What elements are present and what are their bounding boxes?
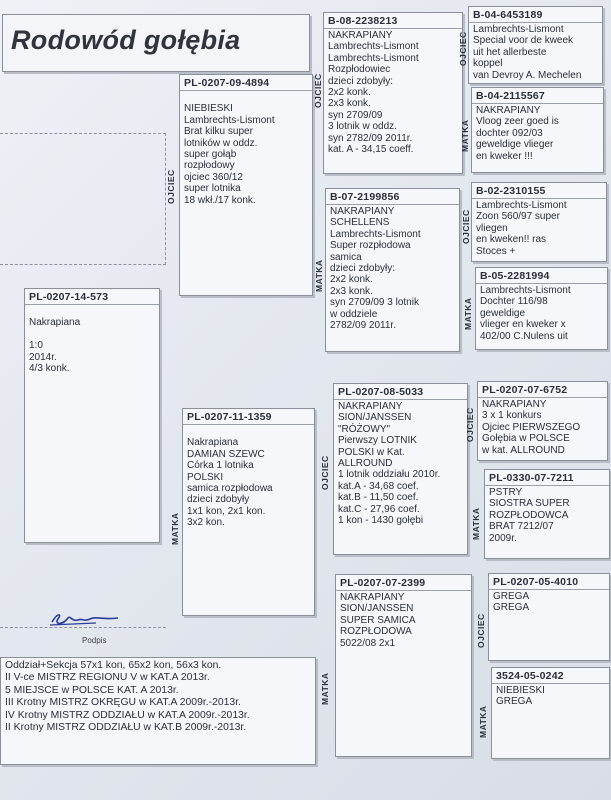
text-line: geweldige vlieger xyxy=(476,139,554,151)
text-line: 1 lotnik oddziału 2010r. xyxy=(338,469,441,481)
text-line: samica xyxy=(330,251,362,263)
text-line: syn 2709/09 3 lotnik xyxy=(330,297,419,309)
text-line: super lotnika xyxy=(184,183,241,195)
text-line: NAKRAPIANY xyxy=(482,399,547,410)
text-line: ojciec 360/12 xyxy=(184,171,243,183)
ff-card xyxy=(323,12,463,174)
mmf-ring: PL-0207-05-4010 xyxy=(489,574,609,590)
text-line: Stoces + xyxy=(476,245,516,257)
mfm-label: MATKA xyxy=(471,507,481,540)
text-line: 2x3 konk. xyxy=(328,98,371,110)
mmf-label: OJCIEC xyxy=(476,613,486,648)
text-line: Lambrechts-Lismont xyxy=(328,41,419,53)
fm-lines xyxy=(326,205,459,332)
text-line: NIEBIESKI xyxy=(496,685,545,696)
mfm-lines xyxy=(485,486,609,545)
ffm-card xyxy=(471,87,604,173)
subject-card xyxy=(24,288,160,543)
text-line: 2x2 konk. xyxy=(330,274,373,286)
father-ring: PL-0207-09-4894 xyxy=(180,75,312,91)
ffm-ring: B-04-2115567 xyxy=(472,88,603,104)
text-line: II V-ce MISTRZ REGIONU V w KAT.A 2013r. xyxy=(5,672,210,684)
text-line: Gołębia w POLSCE xyxy=(482,433,570,445)
mmf-card xyxy=(488,573,610,661)
fm-label: MATKA xyxy=(314,259,324,292)
mff-ring: PL-0207-07-6752 xyxy=(478,382,607,398)
fmm-ring: B-05-2281994 xyxy=(476,268,607,284)
text-line: NAKRAPIANY xyxy=(338,401,403,412)
text-line: 18 wkł./17 konk. xyxy=(184,194,256,206)
text-line: 2782/09 2011r. xyxy=(330,320,396,332)
fff-label: OJCIEC xyxy=(458,31,468,66)
subject-ring: PL-0207-14-573 xyxy=(25,289,159,305)
text-line: 402/00 C.Nulens uit xyxy=(480,330,568,342)
mff-card xyxy=(477,381,608,461)
fmf-lines xyxy=(472,199,606,258)
text-line xyxy=(29,329,155,340)
text-line: vlieger en kweker x xyxy=(480,319,566,331)
text-line: dzieci zdobyły: xyxy=(330,263,396,275)
fmm-label: MATKA xyxy=(463,297,473,330)
mmm-ring: 3524-05-0242 xyxy=(492,668,609,684)
text-line: Dochter 116/98 xyxy=(480,296,548,308)
fff-ring: B-04-6453189 xyxy=(469,7,602,23)
text-line: Nakrapiana xyxy=(29,317,81,329)
text-line: dzieci zdobyły xyxy=(187,494,250,506)
text-line: DAMIAN SZEWC xyxy=(187,448,265,460)
text-line: en kweken!! ras xyxy=(476,234,547,246)
text-line: NAKRAPIANY xyxy=(328,30,393,41)
text-line: van Devroy A. Mechelen xyxy=(473,69,582,81)
text-line: w oddziele xyxy=(330,308,378,320)
text-line: 2014r. xyxy=(29,351,57,363)
text-line: IV Krotny MISTRZ ODDZIAŁU w KAT.A 2009r.-2013r. xyxy=(5,709,250,721)
text-line: Lambrechts-Lismont xyxy=(328,52,419,64)
text-line: 1 kon - 1430 gołębi xyxy=(338,515,424,527)
text-line: 2x3 konk. xyxy=(330,285,373,297)
mff-label: OJCIEC xyxy=(465,407,475,442)
text-line: Nakrapiana xyxy=(187,437,239,449)
text-line: Special voor de kweek xyxy=(473,35,574,47)
text-line: vliegen xyxy=(476,222,508,234)
text-line: Brat kilku super xyxy=(184,126,253,138)
text-line: samica rozpłodowa xyxy=(187,483,273,495)
mf-ring: PL-0207-08-5033 xyxy=(334,384,467,400)
text-line xyxy=(184,92,308,103)
text-line: 3 lotnik w oddz. xyxy=(328,121,397,133)
mm-lines xyxy=(336,591,471,650)
text-line: Córka 1 lotnika xyxy=(187,460,254,472)
text-line: Pierwszy LOTNIK xyxy=(338,435,417,447)
text-line: PSTRY xyxy=(489,487,523,498)
mmm-card xyxy=(491,667,610,759)
text-line: syn 2782/09 2011r. xyxy=(328,132,413,144)
signature-label: Podpis xyxy=(82,636,107,645)
achievements-box xyxy=(0,657,316,765)
mother-ring: PL-0207-11-1359 xyxy=(183,409,314,425)
text-line: 5022/08 2x1 xyxy=(340,637,396,649)
text-line: kat.A - 34,68 coef. xyxy=(338,480,419,492)
text-line: Oddział+Sekcja 57x1 kon, 65x2 kon, 56x3 kon. xyxy=(5,660,222,671)
text-line: syn 2709/09 xyxy=(328,109,383,121)
text-line: NAKRAPIANY xyxy=(476,105,541,116)
text-line: POLSKI w Kat. xyxy=(338,446,405,458)
text-line: ROZPŁODOWA xyxy=(340,626,412,638)
text-line: ROZPŁODOWCA xyxy=(489,509,569,521)
mfm-ring: PL-0330-07-7211 xyxy=(485,470,609,486)
text-line: dochter 092/03 xyxy=(476,127,543,139)
father-card xyxy=(179,74,313,296)
mfm-card xyxy=(484,469,610,559)
mm-ring: PL-0207-07-2399 xyxy=(336,575,471,591)
fm-ring: B-07-2199856 xyxy=(326,189,459,205)
text-line: III Krotny MISTRZ OKRĘGU w KAT.A 2009r.-2013r. xyxy=(5,697,241,709)
text-line: 5 MIEJSCE w POLSCE KAT. A 2013r. xyxy=(5,684,179,696)
text-line: II Krotny MISTRZ ODDZIAŁU w KAT.B 2009r.-2013r. xyxy=(5,722,247,734)
text-line: SION/JANSSEN xyxy=(340,603,414,615)
text-line: kat.C - 27,96 coef. xyxy=(338,503,420,515)
text-line: 4/3 konk. xyxy=(29,363,70,375)
text-line: dzieci zdobyły: xyxy=(328,75,394,87)
text-line: 3x2 kon. xyxy=(187,517,225,529)
subject-lines xyxy=(25,305,159,375)
photo-area xyxy=(0,133,166,265)
mm-card xyxy=(335,574,472,757)
ff-ring: B-08-2238213 xyxy=(324,13,462,29)
text-line: geweldige xyxy=(480,307,526,319)
ff-label: OJCIEC xyxy=(313,73,323,108)
ff-lines xyxy=(324,29,462,156)
text-line: GREGA xyxy=(496,696,533,708)
text-line: Lambrechts-Lismont xyxy=(480,285,571,296)
text-line: en kweker !!! xyxy=(476,150,533,162)
page-title: Rodowód gołębia xyxy=(11,25,241,55)
text-line: ALLROUND xyxy=(338,458,393,470)
text-line: SCHELLENS xyxy=(330,217,390,229)
father-lines xyxy=(180,91,312,207)
fmf-card xyxy=(471,182,607,262)
text-line: Rozpłodowiec xyxy=(328,64,391,76)
text-line: kat.B - 11,50 coef. xyxy=(338,492,419,504)
ffm-label: MATKA xyxy=(460,119,470,152)
mf-card xyxy=(333,383,468,555)
text-line: 3 x 1 konkurs xyxy=(482,410,542,422)
father-label: OJCIEC xyxy=(166,169,176,204)
fmf-label: OJCIEC xyxy=(461,209,471,244)
text-line: super gołąb xyxy=(184,149,237,161)
fff-card xyxy=(468,6,603,84)
text-line: 1:0 xyxy=(29,340,43,352)
text-line: NAKRAPIANY xyxy=(330,206,395,217)
text-line: SUPER SAMICA xyxy=(340,614,416,626)
fmm-card xyxy=(475,267,608,350)
mf-label: OJCIEC xyxy=(320,455,330,490)
text-line: 2009r. xyxy=(489,532,517,544)
text-line: Lambrechts-Lismont xyxy=(473,24,564,35)
text-line xyxy=(187,426,310,437)
text-line: Lambrechts-Lismont xyxy=(184,114,275,126)
text-line: 2x2 konk. xyxy=(328,87,371,99)
text-line: GREGA xyxy=(493,591,530,602)
text-line: uit het allerbeste xyxy=(473,46,547,58)
text-line: Zoon 560/97 super xyxy=(476,211,560,223)
fmf-ring: B-02-2310155 xyxy=(472,183,606,199)
text-line: SIOSTRA SUPER xyxy=(489,498,570,510)
mother-lines xyxy=(183,425,314,530)
mff-lines xyxy=(478,398,607,457)
title-box xyxy=(2,14,310,72)
text-line: NAKRAPIANY xyxy=(340,592,405,603)
text-line: Super rozpłodowa xyxy=(330,240,411,252)
text-line: BRAT 7212/07 xyxy=(489,521,554,533)
text-line: Lambrechts-Lismont xyxy=(476,200,567,211)
text-line xyxy=(29,306,155,317)
text-line: 1x1 kon, 2x1 kon. xyxy=(187,505,266,517)
text-line: Vloog zeer goed is xyxy=(476,116,559,128)
ffm-lines xyxy=(472,104,603,163)
text-line: POLSKI xyxy=(187,471,224,483)
text-line: koppel xyxy=(473,58,503,70)
mm-label: MATKA xyxy=(320,672,330,705)
text-line: w kat. ALLROUND xyxy=(482,444,565,456)
mf-lines xyxy=(334,400,467,527)
mmm-lines xyxy=(492,684,609,709)
mmm-label: MATKA xyxy=(478,705,488,738)
signature-line xyxy=(0,627,166,628)
fmm-lines xyxy=(476,284,607,343)
fff-lines xyxy=(469,23,602,82)
text-line: kat. A - 34,15 coeff. xyxy=(328,144,414,156)
mmf-lines xyxy=(489,590,609,615)
text-line: NIEBIESKI xyxy=(184,103,233,115)
fm-card xyxy=(325,188,460,352)
text-line: rozpłodowy xyxy=(184,160,235,172)
mother-label: MATKA xyxy=(170,512,180,545)
mother-card xyxy=(182,408,315,616)
text-line: SION/JANSSEN xyxy=(338,412,412,424)
text-line: "RÓŻOWY" xyxy=(338,423,391,435)
text-line: lotników w oddz. xyxy=(184,137,258,149)
text-line: GREGA xyxy=(493,602,530,614)
text-line: Lambrechts-Lismont xyxy=(330,228,421,240)
text-line: Ojciec PIERWSZEGO xyxy=(482,421,581,433)
